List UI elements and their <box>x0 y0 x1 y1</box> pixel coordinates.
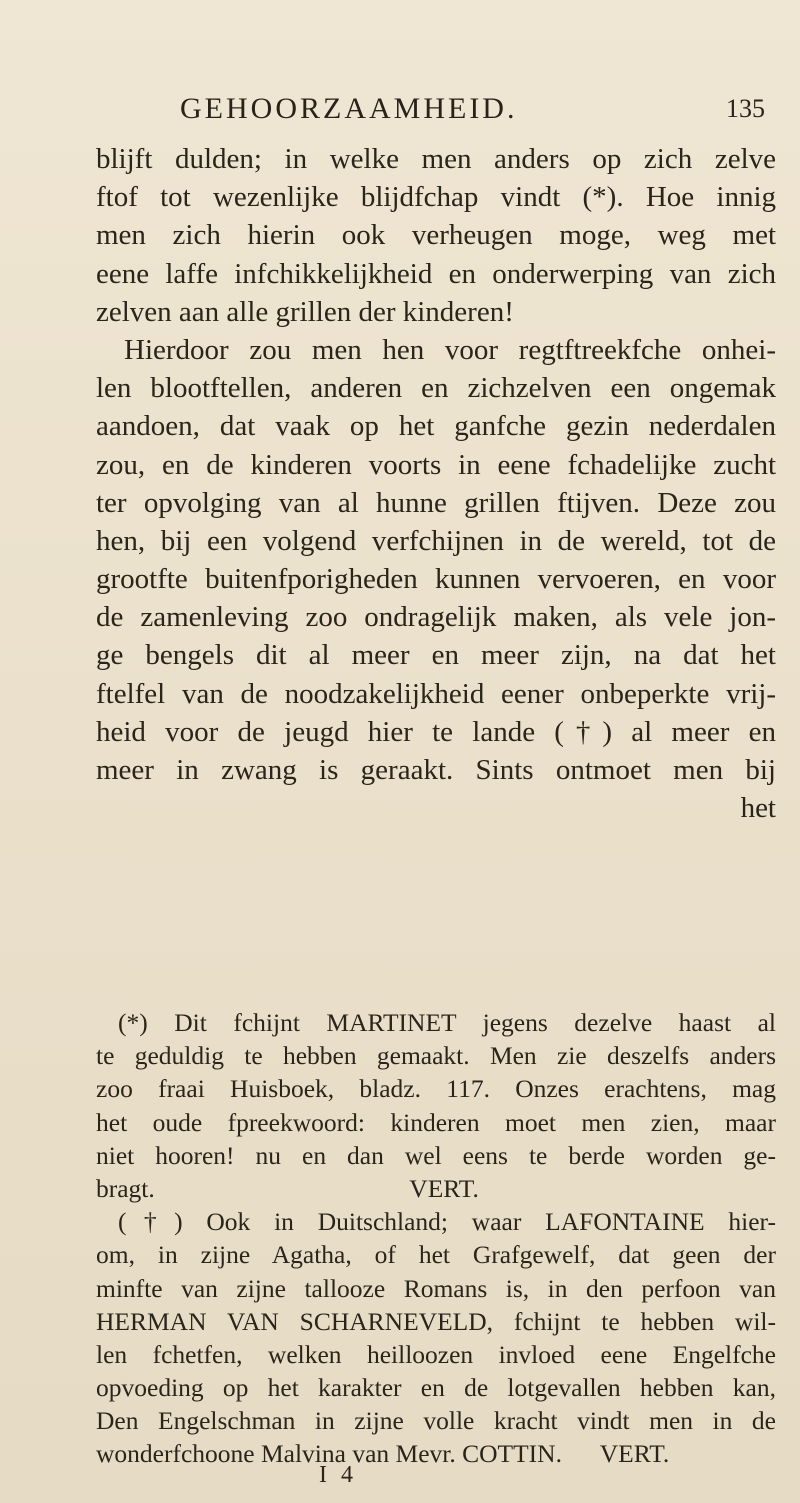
page-header <box>180 92 765 132</box>
text-line: Hierdoor zou men hen voor regtftreekfche onhei- <box>124 333 776 366</box>
text-line: eene laffe infchikkelijkheid en onderwerping van zich <box>96 257 776 290</box>
text-line: ter opvolging van al hunne grillen ftijven. Deze zou <box>96 486 776 519</box>
footnote-line: (†) Ook in Duitschland; waar LAFONTAINE hier- <box>118 1207 776 1237</box>
text-line: zelven aan alle grillen der kinderen! <box>96 295 514 328</box>
main-text <box>96 140 776 827</box>
text-line: de zamenleving zoo ondragelijk maken, als vele jon- <box>96 601 776 634</box>
footnote-line: wonderfchoone Malvina van Mevr. COTTIN. VERT. <box>96 1439 670 1469</box>
text-line: ge bengels dit al meer en meer zijn, na dat het <box>96 639 776 672</box>
footnote-line: bragt. VERT. <box>96 1173 479 1203</box>
footnote-line: Den Engelschman in zijne volle kracht vindt men in de <box>96 1406 776 1436</box>
text-line: men zich hierin ook verheugen moge, weg met <box>96 219 776 252</box>
page-number: 135 <box>726 94 765 123</box>
footnote-line: om, in zijne Agatha, of het Grafgewelf, dat geen der <box>96 1240 776 1270</box>
footnote-line: len fchetfen, welken heilloozen invloed eene Engelfche <box>96 1339 776 1369</box>
text-line: meer in zwang is geraakt. Sints ontmoet men bij <box>96 754 776 786</box>
text-line: blijft dulden; in welke men anders op zich zelve <box>96 143 776 175</box>
footnote-line: minfte van zijne tallooze Romans is, in den perfoon van <box>96 1273 776 1303</box>
footnote-line: opvoeding op het karakter en de lotgevallen hebben kan, <box>96 1373 776 1403</box>
text-line: ftof tot wezenlijke blijdfchap vindt (*). Hoe innig <box>96 181 776 214</box>
signature-text: I 4 <box>319 1462 357 1488</box>
footnotes <box>96 1006 776 1471</box>
running-head: GEHOORZAAMHEID. <box>180 92 518 125</box>
footnote-line: zoo fraai Huisboek, bladz. 117. Onzes erachtens, mag <box>96 1074 776 1104</box>
footnote-line: het oude fpreekwoord: kinderen moet men zien, maar <box>96 1107 776 1137</box>
catchword: het <box>740 792 776 825</box>
footnote-line: HERMAN VAN SCHARNEVELD, fchijnt te hebben wil- <box>96 1306 776 1336</box>
footnote-line: niet hooren! nu en dan wel eens te berde worden ge- <box>96 1140 776 1170</box>
text-line: hen, bij een volgend verfchijnen in de wereld, tot de <box>96 524 776 557</box>
footnote-line: te geduldig te hebben gemaakt. Men zie deszelfs anders <box>96 1041 776 1071</box>
text-line: aandoen, dat vaak op het ganfche gezin nederdalen <box>96 410 776 443</box>
text-line: grootfte buitenfporigheden kunnen vervoeren, en voor <box>96 563 776 596</box>
text-line: ftelfel van de noodzakelijkheid eener onbeperkte vrij- <box>96 677 776 710</box>
text-line: len blootftellen, anderen en zichzelven een ongemak <box>96 372 776 405</box>
text-line: zou, en de kinderen voorts in eene fchadelijke zucht <box>96 448 776 481</box>
footnote-line: (*) Dit fchijnt MARTINET jegens dezelve haast al <box>118 1008 776 1037</box>
text-line: heid voor de jeugd hier te lande (†) al meer en <box>96 715 776 748</box>
signature-mark <box>0 1462 800 1489</box>
